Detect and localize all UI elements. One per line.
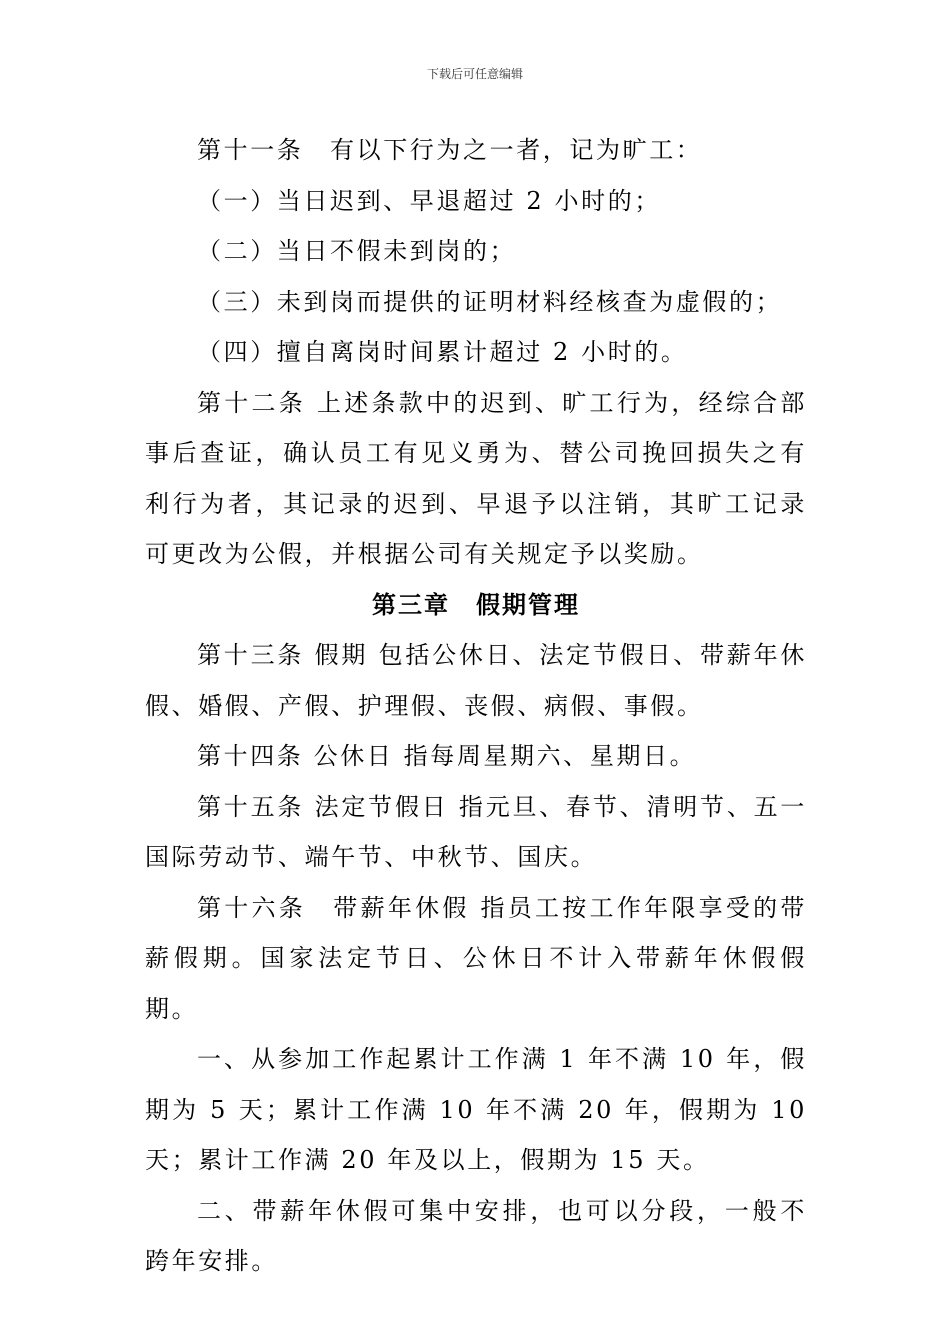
article-16-clause-1: 一、从参加工作起累计工作满 1 年不满 10 年，假期为 5 天；累计工作满 10 年不满 20 年，假期为 10 天；累计工作满 20 年及以上，假期为 15 天。 [145, 1045, 807, 1174]
article-15: 第十五条 法定节假日 指元旦、春节、清明节、五一国际劳动节、端午节、中秋节、国庆。 [145, 792, 807, 871]
article-16: 第十六条 带薪年休假 指员工按工作年限享受的带薪假期。国家法定节日、公休日不计入带薪年休假假期。 [145, 893, 807, 1023]
article-11-item-1: （一）当日迟到、早退超过 2 小时的； [197, 186, 661, 215]
article-12: 第十二条 上述条款中的迟到、旷工行为，经综合部事后查证，确认员工有见义勇为、替公司挽回损失之有利行为者，其记录的迟到、早退予以注销，其旷工记录可更改为公假，并根据公司有关规定予以奖励。 [145, 388, 807, 568]
article-14: 第十四条 公休日 指每周星期六、星期日。 [197, 742, 697, 770]
header-note: 下载后可任意编辑 [426, 67, 523, 81]
chapter-title: 第三章 假期管理 [372, 589, 580, 619]
document-body [145, 125, 807, 1287]
article-11-item-3: （三）未到岗而提供的证明材料经核查为虚假的； [197, 287, 783, 316]
article-11-item-2: （二）当日不假未到岗的； [197, 237, 517, 265]
article-13: 第十三条 假期 包括公休日、法定节假日、带薪年休假、婚假、产假、护理假、丧假、病假、事假。 [145, 641, 807, 720]
article-11-item-4: （四）擅自离岗时间累计超过 2 小时的。 [197, 338, 688, 366]
article-16-clause-2: 二、带薪年休假可集中安排，也可以分段，一般不跨年安排。 [145, 1196, 807, 1275]
article-11: 第十一条 有以下行为之一者，记为旷工： [197, 136, 703, 164]
